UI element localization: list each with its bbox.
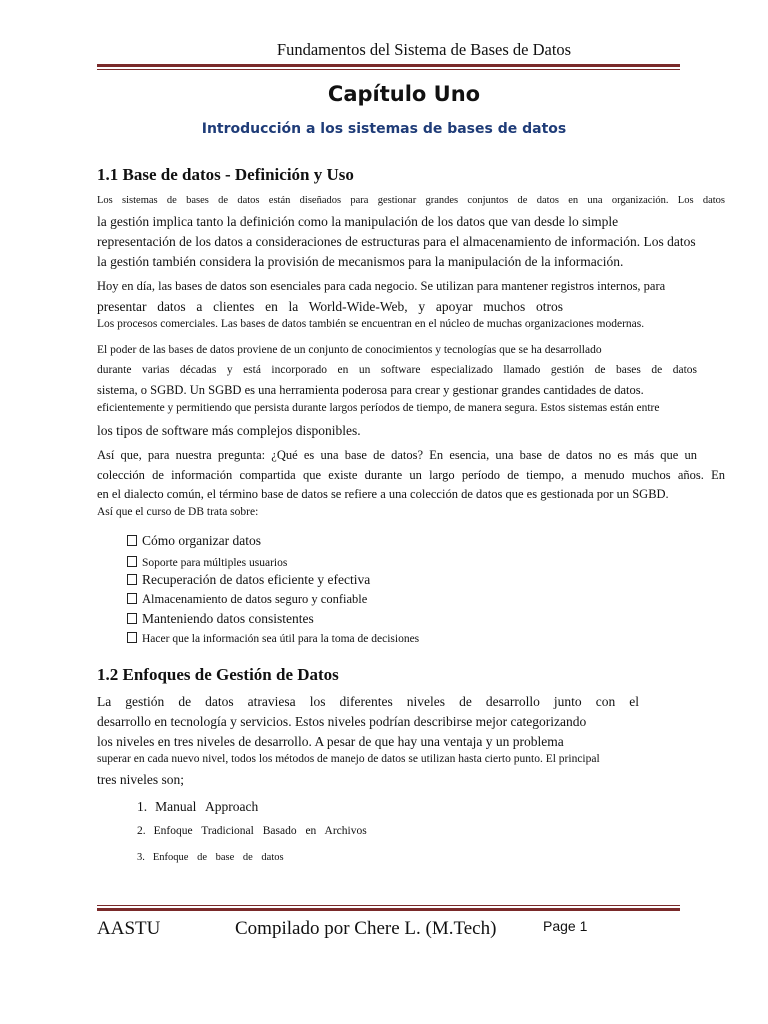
- paragraph-line: Los sistemas de bases de datos están diseñados para gestionar grandes conjuntos de datos en una organización. Los datos: [97, 195, 725, 206]
- paragraph-line: sistema, o SGBD. Un SGBD es una herramienta poderosa para crear y gestionar grandes cantidades de datos.: [97, 383, 644, 397]
- page-number: Page 1: [543, 918, 588, 934]
- numbered-item: 1. Manual Approach: [137, 799, 259, 814]
- bullet-item: Hacer que la información sea útil para la toma de decisiones: [127, 632, 419, 646]
- paragraph-line: desarrollo en tecnología y servicios. Estos niveles podrían describirse mejor categorizando: [97, 714, 587, 729]
- bullet-box-icon: [127, 535, 137, 546]
- bullet-item: Cómo organizar datos: [127, 534, 261, 548]
- header-rule: [97, 64, 680, 70]
- bullet-box-icon: [127, 613, 137, 624]
- paragraph-line: representación de los datos a consideraciones de estructuras para el almacenamiento de información. Los datos: [97, 234, 696, 249]
- paragraph-line: Los procesos comerciales. Las bases de datos también se encuentran en el núcleo de muchas organizaciones modernas.: [97, 318, 645, 330]
- paragraph-line: eficientemente y permitiendo que persista durante largos períodos de tiempo, de manera segura. Estos sistemas están entre: [97, 402, 660, 414]
- paragraph-line: Hoy en día, las bases de datos son esenciales para cada negocio. Se utilizan para mantener registros internos, para: [97, 279, 666, 293]
- paragraph-line: la gestión implica tanto la definición como la manipulación de los datos que van desde lo simple: [97, 214, 619, 229]
- paragraph-line: Así que, para nuestra pregunta: ¿Qué es una base de datos? En esencia, una base de datos no es más que un: [97, 448, 697, 462]
- section-heading-1-1: 1.1 Base de datos - Definición y Uso: [97, 165, 354, 184]
- bullet-box-icon: [127, 556, 137, 567]
- section-heading-1-2: 1.2 Enfoques de Gestión de Datos: [97, 665, 339, 684]
- paragraph-line: El poder de las bases de datos proviene de un conjunto de conocimientos y tecnologías que se ha desarrollado: [97, 344, 602, 356]
- bullet-item: Recuperación de datos eficiente y efectiva: [127, 573, 370, 587]
- paragraph-line: la gestión también considera la provisión de mecanismos para la manipulación de la información.: [97, 254, 624, 269]
- numbered-item: 2. Enfoque Tradicional Basado en Archivos: [137, 825, 367, 837]
- bullet-item: Almacenamiento de datos seguro y confiable: [127, 593, 367, 606]
- running-header: Fundamentos del Sistema de Bases de Datos: [276, 40, 572, 59]
- chapter-subtitle: Introducción a los sistemas de bases de datos: [201, 121, 567, 137]
- bullet-box-icon: [127, 574, 137, 585]
- bullet-box-icon: [127, 593, 137, 604]
- paragraph-line: Así que el curso de DB trata sobre:: [97, 506, 259, 518]
- footer-institution: AASTU: [97, 918, 161, 939]
- paragraph-line: tres niveles son;: [97, 772, 184, 787]
- numbered-item: 3. Enfoque de base de datos: [137, 852, 284, 863]
- footer-author: Compilado por Chere L. (M.Tech): [235, 918, 497, 939]
- footer-rule: [97, 905, 680, 911]
- paragraph-line: La gestión de datos atraviesa los diferentes niveles de desarrollo junto con el: [97, 694, 639, 709]
- paragraph-line: colección de información compartida que existe durante un largo período de tiempo, a menudo muchos años. En: [97, 468, 725, 482]
- bullet-item: Manteniendo datos consistentes: [127, 612, 314, 626]
- bullet-item: Soporte para múltiples usuarios: [127, 556, 287, 570]
- chapter-title: Capítulo Uno: [327, 82, 481, 106]
- paragraph-line: los niveles en tres niveles de desarrollo. A pesar de que hay una ventaja y un problema: [97, 734, 564, 749]
- paragraph-line: presentar datos a clientes en la World-Wide-Web, y apoyar muchos otros: [97, 299, 563, 314]
- paragraph-line: los tipos de software más complejos disponibles.: [97, 423, 361, 438]
- paragraph-line: superar en cada nuevo nivel, todos los métodos de manejo de datos se utilizan hasta cierto punto. El principal: [97, 753, 600, 765]
- bullet-box-icon: [127, 632, 137, 643]
- paragraph-line: durante varias décadas y está incorporado en un software especializado llamado gestión de bases de datos: [97, 364, 697, 376]
- paragraph-line: en el dialecto común, el término base de datos se refiere a una colección de datos que es gestionada por un SGBD.: [97, 487, 669, 501]
